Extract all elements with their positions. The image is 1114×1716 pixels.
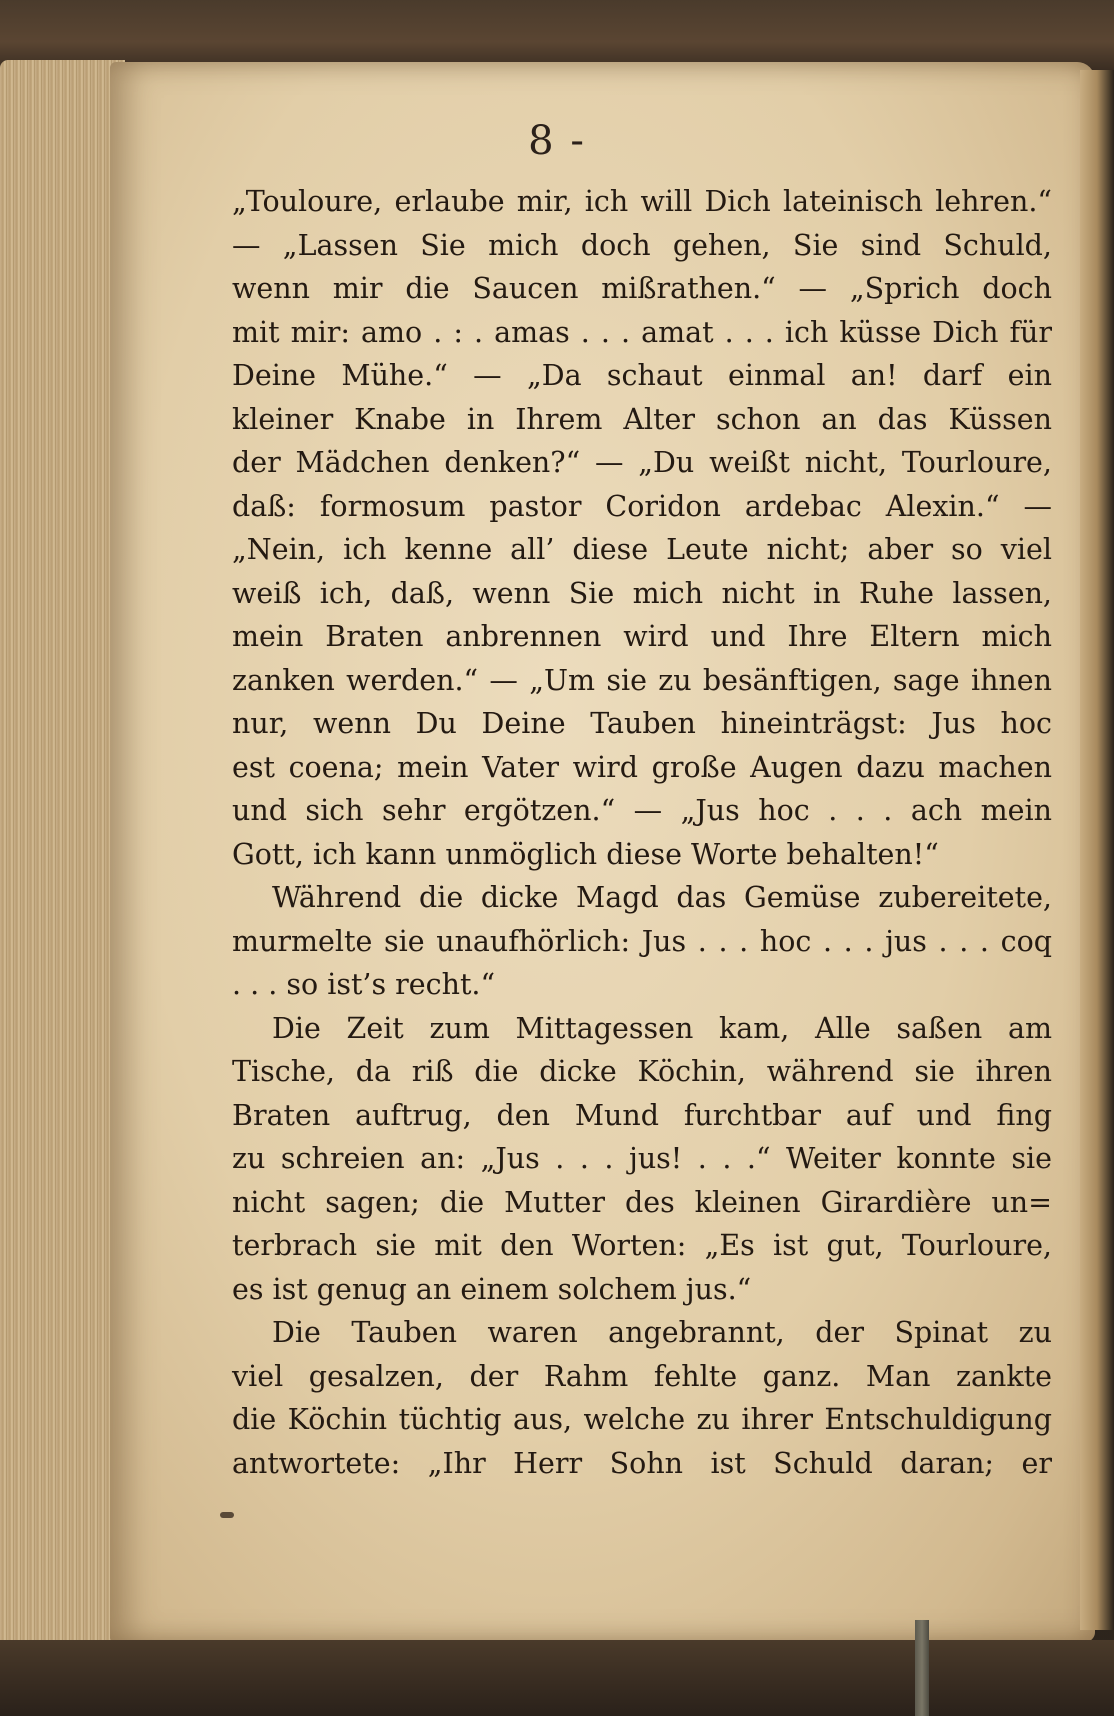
- text-line: daß: formosum pastor Coridon ardebac Alexin.“ —: [232, 489, 1052, 523]
- text-line: est coena; mein Vater wird große Augen dazu machen: [232, 750, 1052, 784]
- text-line: „Nein, ich kenne all’ diese Leute nicht; aber so viel: [232, 533, 1052, 566]
- text-line: — „Lassen Sie mich doch gehen, Sie sind Schuld,: [232, 228, 1052, 262]
- text-line: kleiner Knabe in Ihrem Alter schon an das Küssen: [232, 402, 1052, 436]
- text-line: nur, wenn Du Deine Tauben hineinträgst: Jus hoc: [232, 707, 1052, 740]
- book-binding-bottom: [0, 1640, 1114, 1716]
- text-line: terbrach sie mit den Worten: „Es ist gut, Tourloure,: [232, 1229, 1052, 1262]
- text-line: zu schreien an: „Jus . . . jus! . . .“ Weiter konnte sie: [232, 1142, 1052, 1175]
- text-line: viel gesalzen, der Rahm fehlte ganz. Man zankte: [232, 1359, 1052, 1393]
- body-text: [232, 180, 1052, 1485]
- text-line: mit mir: amo . : . amas . . . amat . . . ich küsse Dich für: [232, 315, 1052, 349]
- text-line: Die Zeit zum Mittagessen kam, Alle saßen am: [272, 1011, 1052, 1045]
- text-line: die Köchin tüchtig aus, welche zu ihrer Entschuldigung: [232, 1403, 1052, 1436]
- text-line: wenn mir die Saucen mißrathen.“ — „Sprich doch: [232, 272, 1052, 305]
- text-line: . . . so ist’s recht.“: [232, 968, 496, 1001]
- text-line: der Mädchen denken?“ — „Du weißt nicht, Tourloure,: [232, 446, 1052, 479]
- text-line: Deine Mühe.“ — „Da schaut einmal an! darf ein: [232, 359, 1052, 392]
- text-line: Braten auftrug, den Mund furchtbar auf und fing: [232, 1098, 1052, 1132]
- text-line: nicht sagen; die Mutter des kleinen Girardière un=: [232, 1185, 1052, 1219]
- ink-smudge: [220, 1512, 234, 1518]
- book-binding-top: [0, 0, 1114, 70]
- text-line: weiß ich, daß, wenn Sie mich nicht in Ruhe lassen,: [232, 576, 1052, 610]
- text-line: Die Tauben waren angebrannt, der Spinat zu: [272, 1316, 1052, 1349]
- text-line: mein Braten anbrennen wird und Ihre Eltern mich: [232, 620, 1052, 653]
- text-line: Während die dicke Magd das Gemüse zubereitete,: [272, 881, 1052, 914]
- text-line: Gott, ich kann unmöglich diese Worte behalten!“: [232, 837, 939, 871]
- text-line: murmelte sie unaufhörlich: Jus . . . hoc . . . jus . . . coq: [232, 924, 1052, 958]
- text-line: es ist genug an einem solchem jus.“: [232, 1272, 752, 1306]
- page-edges-left: [0, 60, 125, 1680]
- ribbon-bookmark: [915, 1620, 929, 1716]
- text-line: zanken werden.“ — „Um sie zu besänftigen, sage ihnen: [232, 663, 1052, 697]
- text-line: antwortete: „Ihr Herr Sohn ist Schuld daran; er: [232, 1446, 1052, 1480]
- page-edge-right: [1080, 70, 1114, 1630]
- page-number: 8 -: [528, 118, 586, 164]
- text-line: Tische, da riß die dicke Köchin, während sie ihren: [232, 1055, 1052, 1088]
- text-line: und sich sehr ergötzen.“ — „Jus hoc . . . ach mein: [232, 794, 1052, 827]
- text-line: „Touloure, erlaube mir, ich will Dich lateinisch lehren.“: [232, 185, 1052, 218]
